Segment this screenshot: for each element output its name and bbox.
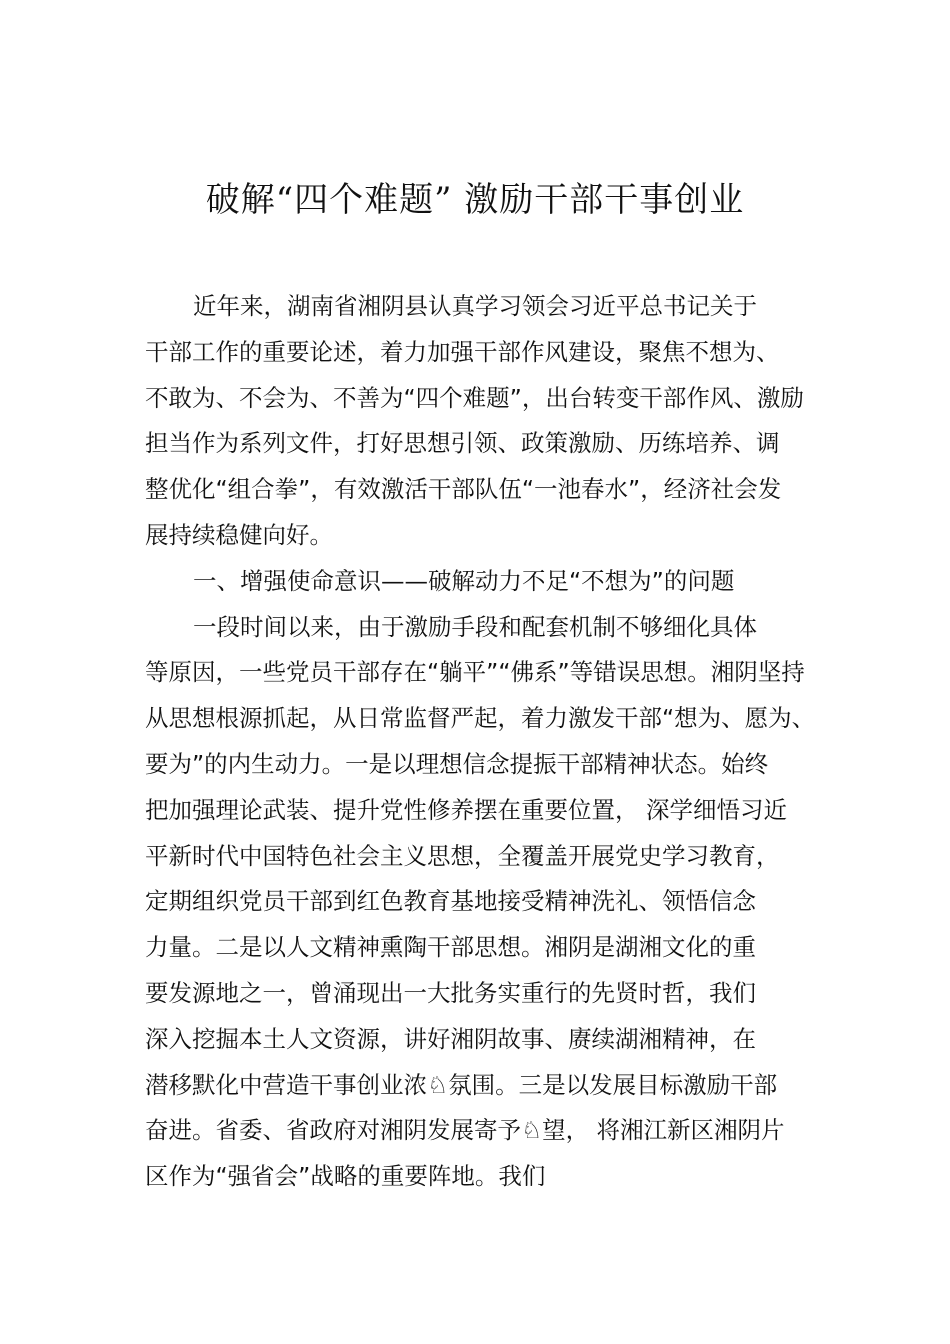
text-line: 干部工作的重要论述，着力加强干部作风建设，聚焦不想为、 <box>145 337 780 366</box>
text-line: 从思想根源抓起，从日常监督严起，着力激发干部“想为、愿为、 <box>145 704 816 733</box>
text-line: 近年来，湖南省湘阴县认真学习领会习近平总书记关于 <box>193 292 757 320</box>
text-line: 定期组织党员干部到红色教育基地接受精神洗礼、领悟信念 <box>145 887 756 916</box>
text-line: 一段时间以来，由于激励手段和配套机制不够细化具体 <box>193 612 757 641</box>
text-line: 深入挖掘本土人文资源，讲好湘阴故事、赓续湖湘精神，在 <box>145 1024 756 1053</box>
text-line: 区作为“强省会”战略的重要阵地。我们 <box>145 1162 546 1191</box>
text-line: 不敢为、不会为、不善为“四个难题”，出台转变干部作风、激励 <box>145 383 804 412</box>
text-line: 把加强理论武装、提升党性修养摆在重要位置， 深学细悟习近 <box>145 795 787 824</box>
text-line: 要为”的内生动力。一是以理想信念提振干部精神状态。始终 <box>145 749 769 778</box>
document-title: 破解“四个难题” 激励干部干事创业 <box>205 180 745 220</box>
text-line: 力量。二是以人文精神熏陶干部思想。湘阴是湖湘文化的重 <box>145 933 756 962</box>
text-line: 要发源地之一，曾涌现出一大批务实重行的先贤时哲，我们 <box>145 978 756 1007</box>
text-line: 整优化“组合拳”，有效激活干部队伍“一池春水”，经济社会发 <box>145 475 782 504</box>
text-line: 奋进。省委、省政府对湘阴发展寄予♘望， 将湘江新区湘阴片 <box>145 1116 785 1145</box>
document-body <box>145 284 835 1200</box>
text-line: 平新时代中国特色社会主义思想，全覆盖开展党史学习教育， <box>145 841 780 870</box>
text-line: 担当作为系列文件，打好思想引领、政策激励、历练培养、调 <box>145 429 780 458</box>
text-line: 展持续稳健向好。 <box>145 520 333 549</box>
section-heading: 一、增强使命意识——破解动力不足“不想为”的问题 <box>193 566 735 595</box>
text-line: 潜移默化中营造干事创业浓♘氛围。三是以发展目标激励干部 <box>145 1070 778 1099</box>
text-line: 等原因，一些党员干部存在“躺平”“佛系”等错误思想。湘阴坚持 <box>145 658 805 687</box>
